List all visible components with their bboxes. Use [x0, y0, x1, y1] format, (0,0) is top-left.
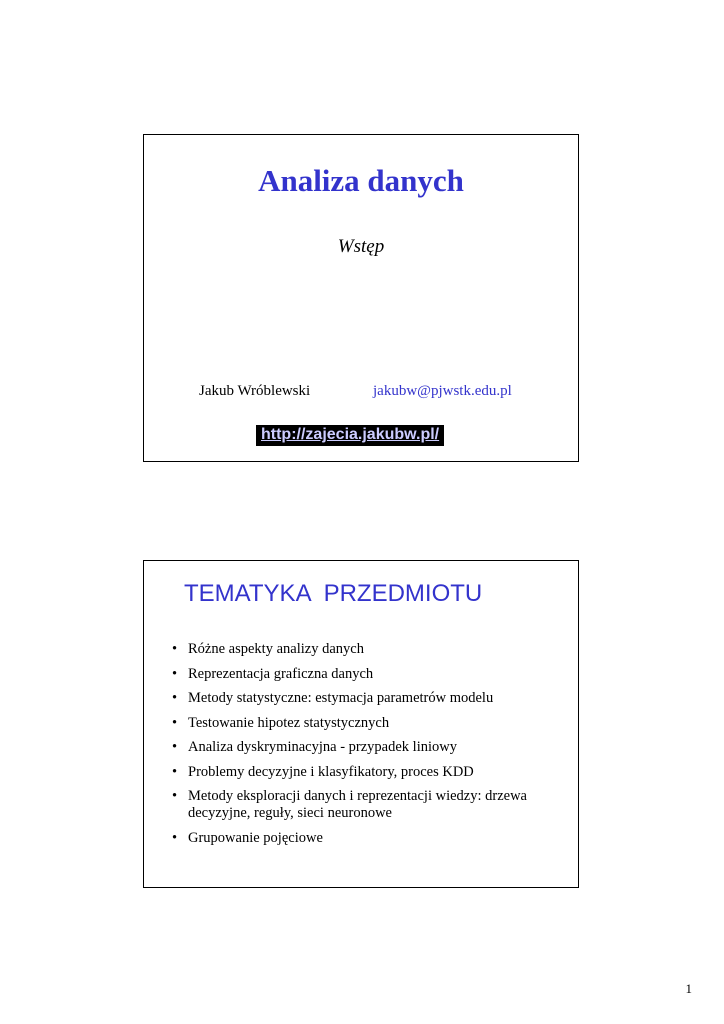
bullet-icon: • [172, 739, 178, 755]
list-item [172, 739, 572, 756]
slide-subtitle: Wstęp [337, 236, 385, 257]
bullet-icon: • [172, 690, 178, 706]
slide-title: Analiza danych [258, 163, 464, 198]
list-item-text: Metody eksploracji danych i reprezentacji wiedzy: drzewa decyzyjne, reguły, sieci neuronowe [188, 788, 527, 821]
slide-title-page [143, 134, 579, 462]
page-number: 1 [685, 981, 692, 996]
list-item [172, 715, 572, 732]
bullet-icon: • [172, 763, 178, 780]
list-item [172, 764, 572, 781]
list-item [172, 788, 572, 822]
topics-heading: TEMATYKA PRZEDMIOTU [184, 580, 483, 607]
list-item [172, 666, 572, 683]
list-item-text: Metody statystyczne: estymacja parametrów modelu [188, 690, 494, 706]
topics-list [172, 641, 572, 854]
course-url-link[interactable]: http://zajecia.jakubw.pl/ [256, 425, 444, 446]
bullet-icon: • [172, 665, 178, 682]
slide-topics [143, 560, 579, 888]
list-item-text: Problemy decyzyjne i klasyfikatory, proces KDD [188, 763, 474, 780]
bullet-icon: • [172, 641, 178, 657]
email-link[interactable]: jakubw@pjwstk.edu.pl [373, 383, 512, 399]
list-item-text: Reprezentacja graficzna danych [188, 665, 374, 682]
list-item [172, 690, 572, 707]
bullet-icon: • [172, 714, 178, 731]
bullet-icon: • [172, 829, 178, 846]
list-item [172, 641, 572, 658]
list-item-text: Testowanie hipotez statystycznych [188, 714, 390, 731]
list-item-text: Analiza dyskryminacyjna - przypadek liniowy [188, 739, 457, 755]
bullet-icon: • [172, 788, 178, 804]
list-item [172, 830, 572, 847]
list-item-text: Różne aspekty analizy danych [188, 641, 364, 657]
author-name: Jakub Wróblewski [199, 383, 311, 399]
list-item-text: Grupowanie pojęciowe [188, 829, 323, 846]
